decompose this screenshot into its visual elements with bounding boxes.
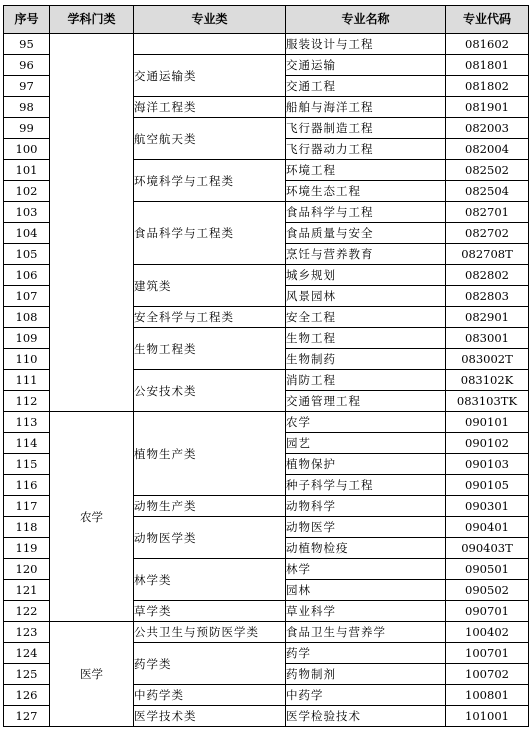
- major-name-cell: 植物保护: [286, 454, 446, 475]
- serial-no-cell: 124: [4, 643, 50, 664]
- major-code-cell: 090101: [446, 412, 529, 433]
- major-name-cell: 林学: [286, 559, 446, 580]
- major-code-cell: 081901: [446, 97, 529, 118]
- serial-no-cell: 111: [4, 370, 50, 391]
- major-class-cell: 航空航天类: [134, 118, 286, 160]
- major-name-cell: 船舶与海洋工程: [286, 97, 446, 118]
- serial-no-cell: 104: [4, 223, 50, 244]
- major-name-cell: 烹饪与营养教育: [286, 244, 446, 265]
- major-code-cell: 082702: [446, 223, 529, 244]
- major-name-cell: 交通工程: [286, 76, 446, 97]
- major-name-cell: 动物科学: [286, 496, 446, 517]
- serial-no-cell: 97: [4, 76, 50, 97]
- table-row: [4, 34, 529, 55]
- major-code-cell: 082004: [446, 139, 529, 160]
- major-code-cell: 100402: [446, 622, 529, 643]
- serial-no-cell: 127: [4, 706, 50, 727]
- serial-no-cell: 119: [4, 538, 50, 559]
- header-serial-no: 序号: [4, 6, 50, 34]
- major-class-cell: 公共卫生与预防医学类: [134, 622, 286, 643]
- major-name-cell: 中药学: [286, 685, 446, 706]
- serial-no-cell: 98: [4, 97, 50, 118]
- header-row: [4, 6, 529, 34]
- serial-no-cell: 96: [4, 55, 50, 76]
- major-class-cell: [134, 34, 286, 55]
- serial-no-cell: 121: [4, 580, 50, 601]
- major-class-cell: 交通运输类: [134, 55, 286, 97]
- major-code-cell: 100702: [446, 664, 529, 685]
- table-row: [4, 412, 529, 433]
- major-name-cell: 城乡规划: [286, 265, 446, 286]
- major-name-cell: 环境生态工程: [286, 181, 446, 202]
- serial-no-cell: 103: [4, 202, 50, 223]
- serial-no-cell: 112: [4, 391, 50, 412]
- serial-no-cell: 99: [4, 118, 50, 139]
- major-class-cell: 生物工程类: [134, 328, 286, 370]
- serial-no-cell: 116: [4, 475, 50, 496]
- serial-no-cell: 126: [4, 685, 50, 706]
- major-code-cell: 090102: [446, 433, 529, 454]
- major-class-cell: 药学类: [134, 643, 286, 685]
- major-name-cell: 动物医学: [286, 517, 446, 538]
- major-name-cell: 园林: [286, 580, 446, 601]
- major-code-cell: 082003: [446, 118, 529, 139]
- major-code-cell: 100801: [446, 685, 529, 706]
- major-name-cell: 生物工程: [286, 328, 446, 349]
- major-name-cell: 农学: [286, 412, 446, 433]
- major-name-cell: 交通运输: [286, 55, 446, 76]
- major-class-cell: 动物生产类: [134, 496, 286, 517]
- major-code-cell: 090103: [446, 454, 529, 475]
- major-code-cell: 083103TK: [446, 391, 529, 412]
- major-class-cell: 环境科学与工程类: [134, 160, 286, 202]
- major-name-cell: 环境工程: [286, 160, 446, 181]
- major-code-cell: 090701: [446, 601, 529, 622]
- serial-no-cell: 115: [4, 454, 50, 475]
- serial-no-cell: 107: [4, 286, 50, 307]
- major-class-cell: 医学技术类: [134, 706, 286, 727]
- major-code-cell: 082502: [446, 160, 529, 181]
- serial-no-cell: 118: [4, 517, 50, 538]
- serial-no-cell: 106: [4, 265, 50, 286]
- discipline-category-cell: [50, 34, 134, 412]
- table-row: [4, 622, 529, 643]
- major-code-cell: 090403T: [446, 538, 529, 559]
- major-name-cell: 医学检验技术: [286, 706, 446, 727]
- major-code-cell: 082803: [446, 286, 529, 307]
- major-name-cell: 食品卫生与营养学: [286, 622, 446, 643]
- major-class-cell: 海洋工程类: [134, 97, 286, 118]
- serial-no-cell: 113: [4, 412, 50, 433]
- major-name-cell: 服装设计与工程: [286, 34, 446, 55]
- major-class-cell: 公安技术类: [134, 370, 286, 412]
- major-name-cell: 交通管理工程: [286, 391, 446, 412]
- major-name-cell: 草业科学: [286, 601, 446, 622]
- discipline-category-cell: 医学: [50, 622, 134, 727]
- major-class-cell: 植物生产类: [134, 412, 286, 496]
- major-name-cell: 种子科学与工程: [286, 475, 446, 496]
- major-name-cell: 动植物检疫: [286, 538, 446, 559]
- major-class-cell: 动物医学类: [134, 517, 286, 559]
- major-code-cell: 082708T: [446, 244, 529, 265]
- major-name-cell: 消防工程: [286, 370, 446, 391]
- major-code-cell: 090501: [446, 559, 529, 580]
- major-class-cell: 安全科学与工程类: [134, 307, 286, 328]
- serial-no-cell: 123: [4, 622, 50, 643]
- major-code-cell: 090502: [446, 580, 529, 601]
- serial-no-cell: 105: [4, 244, 50, 265]
- major-name-cell: 药学: [286, 643, 446, 664]
- major-code-cell: 082504: [446, 181, 529, 202]
- major-code-cell: 081602: [446, 34, 529, 55]
- major-name-cell: 安全工程: [286, 307, 446, 328]
- major-class-cell: 中药学类: [134, 685, 286, 706]
- serial-no-cell: 108: [4, 307, 50, 328]
- major-name-cell: 生物制药: [286, 349, 446, 370]
- major-code-cell: 082901: [446, 307, 529, 328]
- serial-no-cell: 100: [4, 139, 50, 160]
- major-class-cell: 建筑类: [134, 265, 286, 307]
- major-code-cell: 081801: [446, 55, 529, 76]
- major-name-cell: 园艺: [286, 433, 446, 454]
- major-class-cell: 草学类: [134, 601, 286, 622]
- header-major-code: 专业代码: [446, 6, 529, 34]
- serial-no-cell: 110: [4, 349, 50, 370]
- discipline-category-cell: 农学: [50, 412, 134, 622]
- major-code-cell: 083102K: [446, 370, 529, 391]
- major-code-cell: 090401: [446, 517, 529, 538]
- serial-no-cell: 122: [4, 601, 50, 622]
- major-class-cell: 林学类: [134, 559, 286, 601]
- serial-no-cell: 109: [4, 328, 50, 349]
- major-code-cell: 100701: [446, 643, 529, 664]
- major-name-cell: 食品科学与工程: [286, 202, 446, 223]
- table-body: [4, 34, 529, 727]
- header-discipline-category: 学科门类: [50, 6, 134, 34]
- major-code-cell: 081802: [446, 76, 529, 97]
- serial-no-cell: 120: [4, 559, 50, 580]
- major-name-cell: 飞行器制造工程: [286, 118, 446, 139]
- serial-no-cell: 114: [4, 433, 50, 454]
- serial-no-cell: 125: [4, 664, 50, 685]
- major-class-cell: 食品科学与工程类: [134, 202, 286, 265]
- major-code-cell: 090301: [446, 496, 529, 517]
- major-catalog-table: [3, 5, 529, 727]
- major-code-cell: 101001: [446, 706, 529, 727]
- major-code-cell: 082802: [446, 265, 529, 286]
- header-major-class: 专业类: [134, 6, 286, 34]
- serial-no-cell: 102: [4, 181, 50, 202]
- serial-no-cell: 101: [4, 160, 50, 181]
- major-code-cell: 082701: [446, 202, 529, 223]
- major-name-cell: 药物制剂: [286, 664, 446, 685]
- major-code-cell: 083001: [446, 328, 529, 349]
- header-major-name: 专业名称: [286, 6, 446, 34]
- major-code-cell: 090105: [446, 475, 529, 496]
- major-name-cell: 风景园林: [286, 286, 446, 307]
- serial-no-cell: 95: [4, 34, 50, 55]
- major-name-cell: 飞行器动力工程: [286, 139, 446, 160]
- major-code-cell: 083002T: [446, 349, 529, 370]
- major-name-cell: 食品质量与安全: [286, 223, 446, 244]
- serial-no-cell: 117: [4, 496, 50, 517]
